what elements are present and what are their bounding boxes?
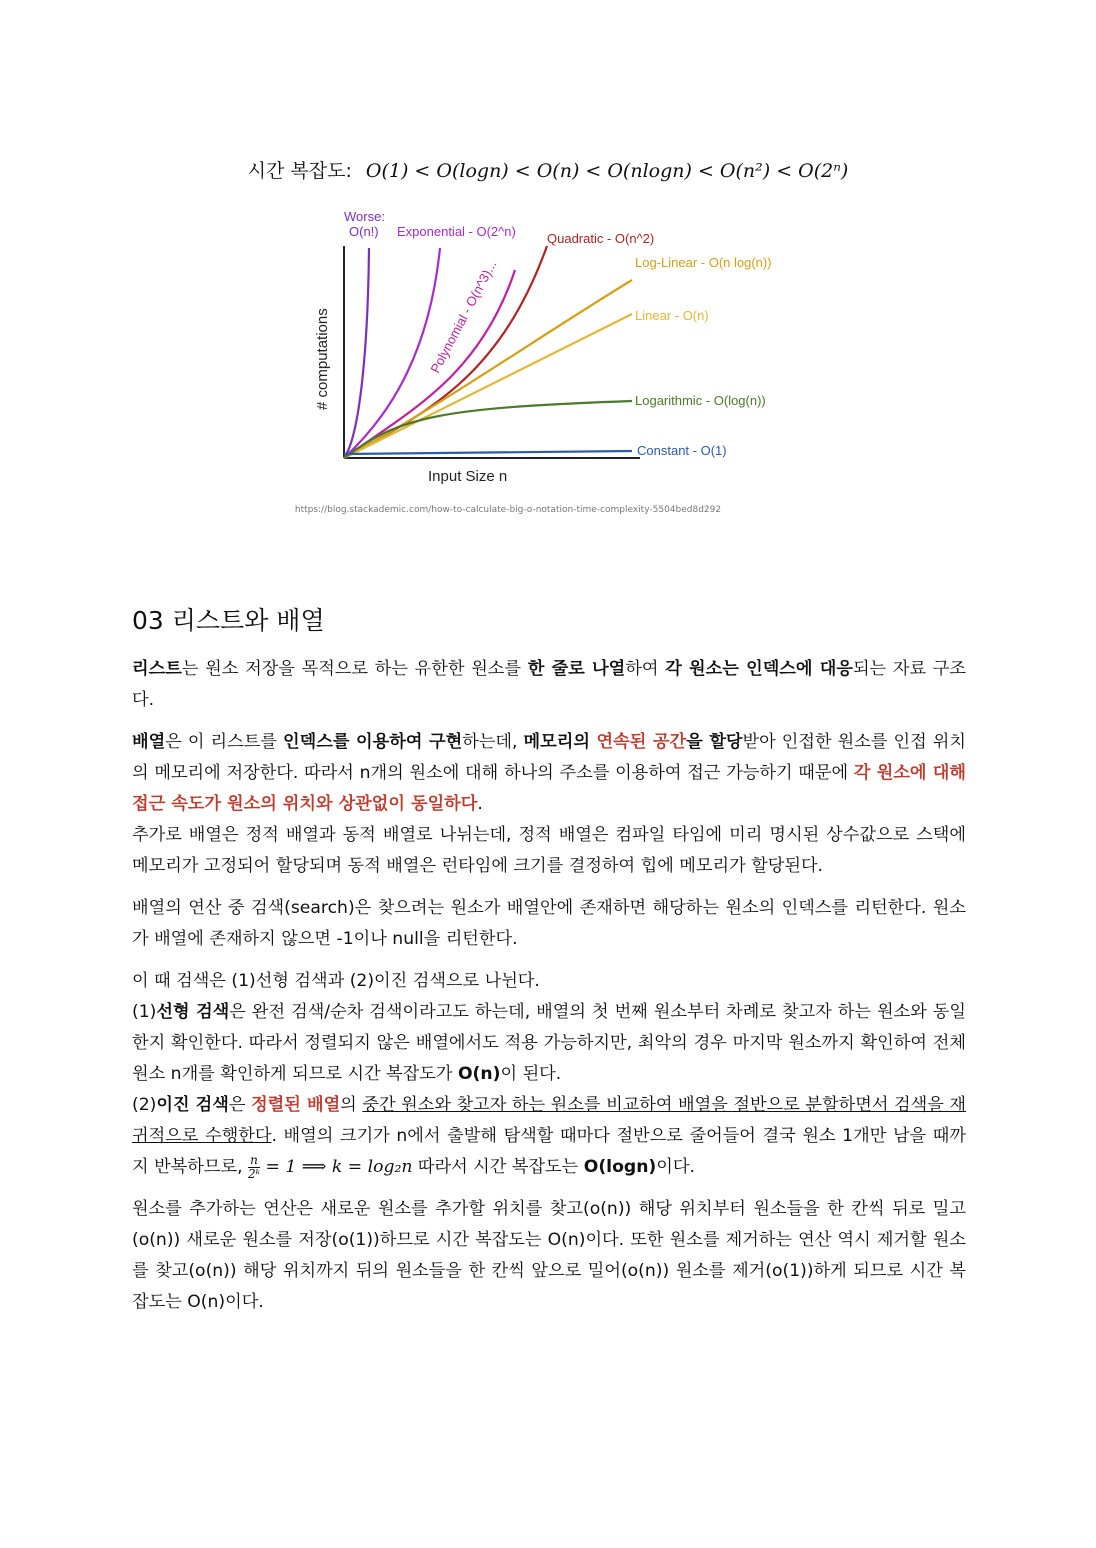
curve-factorial xyxy=(344,248,369,458)
term-list: 리스트 xyxy=(132,659,182,679)
curve-linear xyxy=(344,314,632,458)
bold-text: 인덱스를 이용하여 구현 xyxy=(283,732,463,752)
text: 되는 자료 구조다. xyxy=(132,659,967,710)
text: 은 이 리스트를 xyxy=(165,732,284,752)
text: 하는데, xyxy=(462,732,524,752)
text: 따라서 시간 복잡도는 xyxy=(412,1157,584,1177)
bold-text: 한 줄로 나열 xyxy=(527,659,626,679)
fraction xyxy=(248,1154,260,1181)
fraction-numerator: n xyxy=(248,1154,260,1168)
highlight-text: 각 원소에 대해 접근 속도가 원소의 위치와 상관없이 동일하다 xyxy=(132,763,966,814)
fraction-denominator: 2ᵏ xyxy=(248,1166,261,1181)
highlight-text: 정렬된 배열 xyxy=(251,1095,341,1115)
label-exponential: Exponential - O(2^n) xyxy=(397,224,516,239)
paragraph-search-types xyxy=(132,966,966,1183)
paragraph-insert-delete: 원소를 추가하는 연산은 새로운 원소를 추가할 위치를 찾고(o(n)) 해당 위치부터 원소들을 한 칸씩 뒤로 밀고(o(n)) 새로운 원소를 저장(o(1))하므로 시간 복잡도는 O(n)이다. 또한 원소를 제거하는 연산 역시 제거할 원소를 찾고(o(n)) 해당 위치까지 뒤의 원소들을 한 칸씩 앞으로 밀어(o(n)) 원소를 제거(o(1))하게 되므로 시간 복잡도는 O(n)이다. xyxy=(132,1199,967,1312)
x-axis-label: Input Size n xyxy=(428,468,508,485)
text: 는 원소 저장을 목적으로 하는 유한한 원소를 xyxy=(181,659,528,679)
label-factorial-2: O(n!) xyxy=(349,224,379,239)
text: 의 xyxy=(340,1095,363,1115)
term-linear-search: 선형 검색 xyxy=(156,1002,230,1022)
curve-exponential xyxy=(344,248,440,458)
body-text xyxy=(132,654,966,1329)
text: (1) xyxy=(132,1002,157,1022)
text: . 배열의 크기가 n에서 출발해 탐색할 때마다 절반으로 줄어들어 결국 원소 1개만 남을 때까지 반복하므로, xyxy=(132,1126,966,1177)
label-quadratic: Quadratic - O(n^2) xyxy=(547,231,655,246)
text: 이 된다. xyxy=(500,1064,562,1084)
section-heading: 03 리스트와 배열 xyxy=(132,606,325,635)
label-polynomial: Polynomial - O(n^3)... xyxy=(427,257,500,376)
bold-text: 을 할당 xyxy=(686,732,743,752)
paragraph-list-definition xyxy=(132,654,966,716)
text: (2) xyxy=(132,1095,157,1115)
text: 하여 xyxy=(625,659,666,679)
text: . xyxy=(477,794,483,814)
label-logarithmic: Logarithmic - O(log(n)) xyxy=(635,393,766,408)
underlined-text: 중간 원소와 찾고자 하는 원소를 비교하여 배열을 절반으로 분할하면서 검색을 재귀적으로 수행한다 xyxy=(132,1095,966,1146)
term-array: 배열 xyxy=(132,732,166,752)
source-link: https://blog.stackademic.com/how-to-calculate-big-o-notation-time-complexity-5504bed8d292 xyxy=(294,505,722,515)
label-loglinear: Log-Linear - O(n log(n)) xyxy=(635,255,772,270)
text: 받아 인접한 원소를 인접 위치의 메모리에 저장한다. 따라서 n개의 원소에 대해 하나의 주소를 이용하여 접근 가능하기 때문에 xyxy=(132,732,966,783)
highlight-text: 연속된 공간 xyxy=(596,732,687,752)
term-binary-search: 이진 검색 xyxy=(156,1095,229,1115)
bold-text: O(logn) xyxy=(583,1157,657,1177)
paragraph-array-definition xyxy=(132,727,966,882)
text: 이 때 검색은 (1)선형 검색과 (2)이진 검색으로 나뉜다. xyxy=(132,971,540,991)
bold-text: 각 원소는 인덱스에 대응 xyxy=(665,659,853,679)
formula-label: 시간 복잡도: xyxy=(247,160,352,182)
bold-text: 메모리의 xyxy=(523,732,597,752)
label-factorial-1: Worse: xyxy=(344,209,385,224)
text: 은 완전 검색/순차 검색이라고도 하는데, 배열의 첫 번째 원소부터 차례로 찾고자 하는 원소와 동일한지 확인한다. 따라서 정렬되지 않은 배열에서도 적용 가능하지만, 최악의 경우 마지막 원소까지 확인하여 전체 원소 n개를 확인하게 되므로 시간 복잡도가 xyxy=(132,1002,966,1084)
curve-constant xyxy=(344,451,632,454)
text: 추가로 배열은 정적 배열과 동적 배열로 나뉘는데, 정적 배열은 컴파일 타임에 미리 명시된 상수값으로 스택에 메모리가 고정되어 할당되며 동적 배열은 런타임에 크기를 결정하여 힙에 메모리가 할당된다. xyxy=(132,825,966,876)
text: 은 xyxy=(228,1095,252,1115)
formula-expression: O(1) < O(logn) < O(n) < O(nlogn) < O(n²) < O(2ⁿ) xyxy=(365,160,849,182)
y-axis-label: # computations xyxy=(314,308,331,410)
big-o-chart xyxy=(300,196,800,496)
label-linear: Linear - O(n) xyxy=(635,308,709,323)
label-constant: Constant - O(1) xyxy=(637,443,727,458)
bold-text: O(n) xyxy=(457,1064,501,1084)
complexity-formula xyxy=(0,156,1096,183)
text: 이다. xyxy=(656,1157,695,1177)
math-expression: = 1 ⟹ k = log₂n xyxy=(265,1157,413,1177)
paragraph-search: 배열의 연산 중 검색(search)은 찾으려는 원소가 배열안에 존재하면 해당하는 원소의 인덱스를 리턴한다. 원소가 배열에 존재하지 않으면 -1이나 null을 리턴한다. xyxy=(132,898,966,949)
